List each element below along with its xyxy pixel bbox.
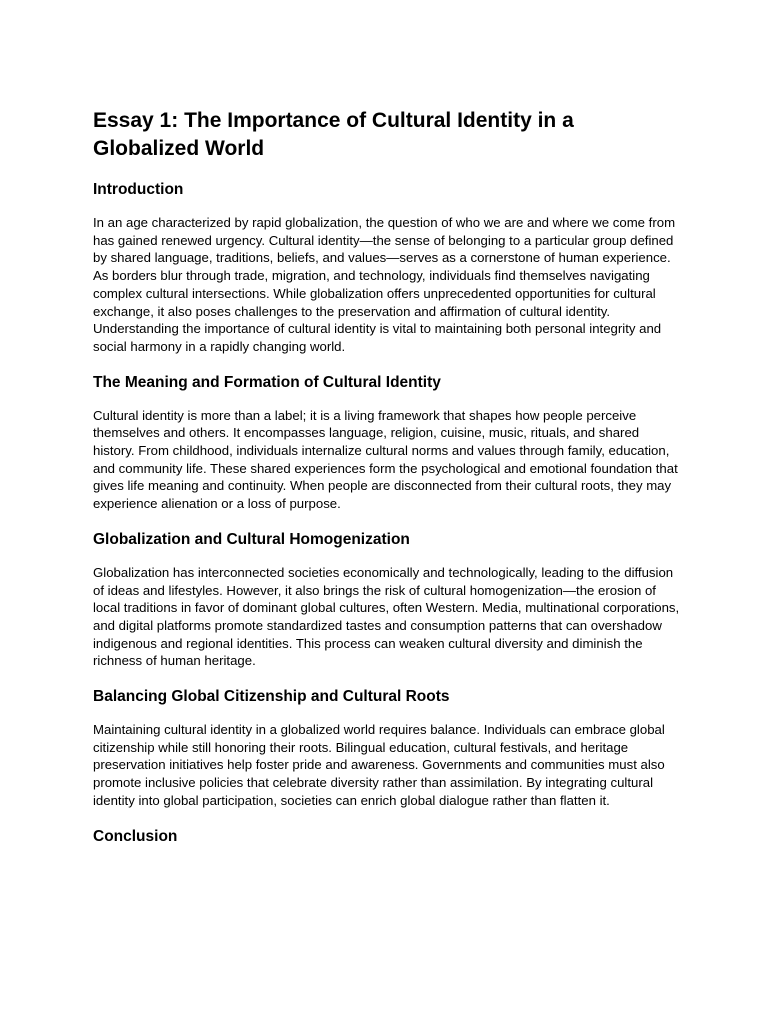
section-paragraph-globalization-homogenization: Globalization has interconnected societies economically and technologically, leading to the diffusion of ideas and lifestyles. However, it also brings the risk of cultural homogenization—the erosion of local traditions in favor of dominant global cultures, often Western. Media, multinational corporations, and digital platforms promote standardized tastes and consumption patterns that can overshadow indigenous and regional identities. This process can weaken cultural diversity and diminish the richness of human heritage. [93, 564, 680, 669]
section-heading-globalization-homogenization: Globalization and Cultural Homogenization [93, 530, 410, 548]
section-paragraph-balancing: Maintaining cultural identity in a globalized world requires balance. Individuals can embrace global citizenship while still honoring their roots. Bilingual education, cultural festivals, and heritage preservation initiatives help foster pride and awareness. Governments and communities must also promote inclusive policies that celebrate diversity rather than assimilation. By integrating cultural identity into global participation, societies can enrich global dialogue rather than flatten it. [93, 722, 665, 808]
section-heading-introduction: Introduction [93, 181, 184, 198]
section-heading-balancing: Balancing Global Citizenship and Cultural Roots [93, 688, 450, 706]
section-heading-conclusion: Conclusion [93, 827, 178, 845]
section-paragraph-introduction: In an age characterized by rapid globalization, the question of who we are and where we come from has gained renewed urgency. Cultural identity—the sense of belonging to a particular group defined by shared language, traditions, beliefs, and values—serves as a cornerstone of human experience. As borders blur through trade, migration, and technology, individuals find themselves navigating complex cultural intersections. While globalization offers unprecedented opportunities for cultural exchange, it also poses challenges to the preservation and affirmation of cultural identity. Understanding the importance of cultural identity is vital to maintaining both personal integrity and social harmony in a rapidly changing world. [93, 215, 676, 354]
essay-title: Essay 1: The Importance of Cultural Identity in a Globalized World [93, 109, 574, 160]
section-heading-meaning-formation: The Meaning and Formation of Cultural Identity [93, 373, 441, 391]
essay-content [93, 107, 683, 861]
section-paragraph-meaning-formation: Cultural identity is more than a label; it is a living framework that shapes how people perceive themselves and others. It encompasses language, religion, cuisine, music, rituals, and shared history. From childhood, individuals internalize cultural norms and values through family, education, and community life. These shared experiences form the psychological and emotional foundation that gives life meaning and continuity. When people are disconnected from their cultural roots, they may experience alienation or a loss of purpose. [93, 407, 678, 512]
